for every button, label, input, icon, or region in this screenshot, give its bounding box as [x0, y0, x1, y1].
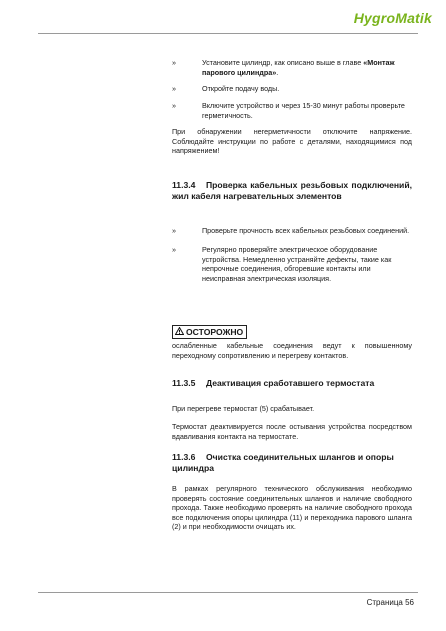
header-rule [38, 33, 418, 34]
chapter-reference: «Монтаж парового цилиндра» [202, 58, 395, 77]
section-number: 11.3.6 [172, 452, 196, 462]
bullet-marker: » [172, 58, 176, 67]
leak-paragraph: При обнаружении негерметичности отключите напряжение. Соблюдайте инструкции по работе с деталями, находящимися под напряжением! [172, 127, 412, 155]
thermostat-paragraph-2: Термостат деактивируется после остывания устройства посредством вдавливания контакта на термостате. [172, 422, 412, 441]
section-heading-11-3-4 [172, 180, 412, 202]
bullet-item-water: Откройте подачу воды. [202, 84, 280, 93]
section-title: Очистка соединительных шлангов и опоры цилиндра [172, 452, 394, 473]
thermostat-paragraph-1: При перегреве термостат (5) срабатывает. [172, 404, 315, 413]
brand-logo [354, 10, 432, 26]
bullet-text: Установите цилиндр, как описано выше в главе [202, 58, 364, 67]
page-number: Страница 56 [366, 598, 414, 607]
bullet-marker: » [172, 226, 176, 235]
bullet-text-end: . [276, 67, 279, 77]
bullet-item-check: Включите устройство и через 15-30 минут работы проверьте герметичность. [202, 101, 405, 120]
bullet-marker: » [172, 84, 176, 93]
section-number: 11.3.5 [172, 378, 196, 388]
hoses-paragraph: В рамках регулярного технического обслуживания необходимо проверять состояние соединительных шлангов и наличие свободного прохода. Также необходимо проверять на наличие свободного прохода все подключения опоры цилиндра (11) и переходника парового шланга (2) и при необходимости очищать их. [172, 484, 412, 531]
bullet-item-electrical: Регулярно проверяйте электрическое оборудование устройства. Немедленно устраняйте дефекты, такие как непрочные соединения, обгоревшие контакты или неисправная электрическая изоляция. [202, 245, 392, 283]
bullet-marker: » [172, 245, 176, 254]
logo-part-matik: Matik [395, 10, 432, 26]
section-heading-11-3-5 [172, 378, 412, 389]
warning-text: ослабленные кабельные соединения ведут к повышенному переходному сопротивлению и перегреву контактов. [172, 341, 412, 360]
warning-box [172, 325, 247, 339]
bullet-item-install [202, 58, 412, 77]
logo-part-hygro: Hygro [353, 10, 396, 26]
bullet-marker: » [172, 101, 176, 110]
section-heading-11-3-6 [172, 452, 412, 474]
section-number: 11.3.4 [172, 180, 196, 190]
section-title: Деактивация сработавшего термостата [206, 378, 375, 388]
footer-rule [38, 592, 418, 593]
warning-triangle-icon [175, 327, 184, 337]
bullet-item-tightness: Проверьте прочность всех кабельных резьбовых соединений. [202, 226, 410, 235]
warning-label: ОСТОРОЖНО [186, 327, 244, 337]
section-title: Проверка кабельных резьбовых подключений, жил кабеля нагревательных элементов [172, 180, 412, 201]
